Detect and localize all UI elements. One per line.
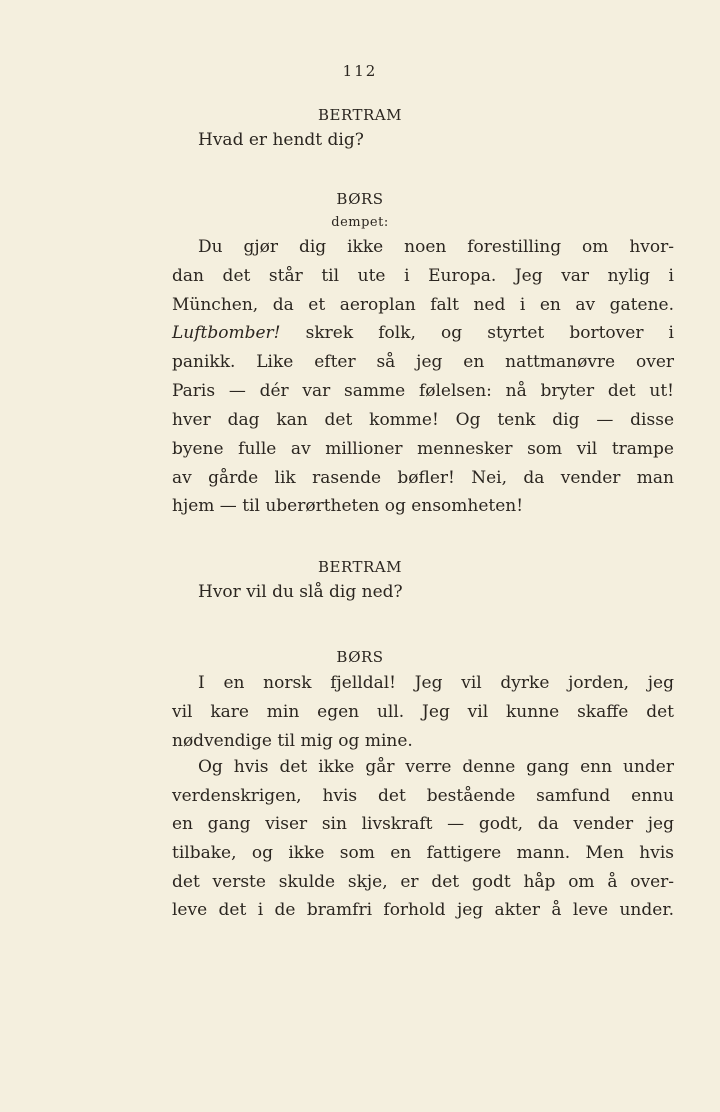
- speaker-name: BERTRAM: [318, 106, 402, 124]
- dialogue-line: Hvor vil du slå dig ned?: [198, 582, 403, 602]
- dialogue-line: I en norsk fjelldal! Jeg vil dyrke jorden, jeg: [198, 673, 674, 693]
- dialogue-line: leve det i de bramfri forhold jeg akter å leve under.: [172, 900, 674, 920]
- speaker-name: BØRS: [336, 648, 384, 666]
- dialogue-line: det verste skulde skje, er det godt håp om å over-: [172, 872, 674, 892]
- dialogue-line: av gårde lik rasende bøfler! Nei, da vender man: [172, 468, 674, 488]
- dialogue-line: tilbake, og ikke som en fattigere mann. Men hvis: [172, 843, 674, 863]
- dialogue-line: Og hvis det ikke går verre denne gang enn under: [198, 757, 674, 777]
- speaker-name: BERTRAM: [318, 558, 402, 576]
- speaker-name: BØRS: [336, 190, 384, 208]
- dialogue-line: nødvendige til mig og mine.: [172, 731, 413, 751]
- dialogue-line: Du gjør dig ikke noen forestilling om hvor-: [198, 237, 674, 257]
- dialogue-line: panikk. Like efter så jeg en nattmanøvre over: [172, 352, 674, 372]
- dialogue-line: byene fulle av millioner mennesker som vil trampe: [172, 439, 674, 459]
- dialogue-line: Hvad er hendt dig?: [198, 130, 364, 150]
- dialogue-line-emphasis: [172, 323, 674, 345]
- dialogue-line: dan det står til ute i Europa. Jeg var nylig i: [172, 266, 674, 286]
- dialogue-line: en gang viser sin livskraft — godt, da vender jeg: [172, 814, 674, 834]
- page-number: 112: [342, 62, 378, 80]
- dialogue-line: hver dag kan det komme! Og tenk dig — disse: [172, 410, 674, 430]
- emphasized-word: Luftbomber!: [172, 323, 281, 343]
- dialogue-line: vil kare min egen ull. Jeg vil kunne skaffe det: [172, 702, 674, 722]
- stage-direction: dempet:: [331, 215, 389, 230]
- dialogue-line: Paris — dér var samme følelsen: nå bryter det ut!: [172, 381, 674, 401]
- dialogue-line: München, da et aeroplan falt ned i en av gatene.: [172, 295, 674, 315]
- dialogue-line: hjem — til uberørtheten og ensomheten!: [172, 496, 524, 516]
- line-continuation: skrek folk, og styrtet bortover i: [280, 323, 674, 343]
- dialogue-line: verdenskrigen, hvis det bestående samfund ennu: [172, 786, 674, 806]
